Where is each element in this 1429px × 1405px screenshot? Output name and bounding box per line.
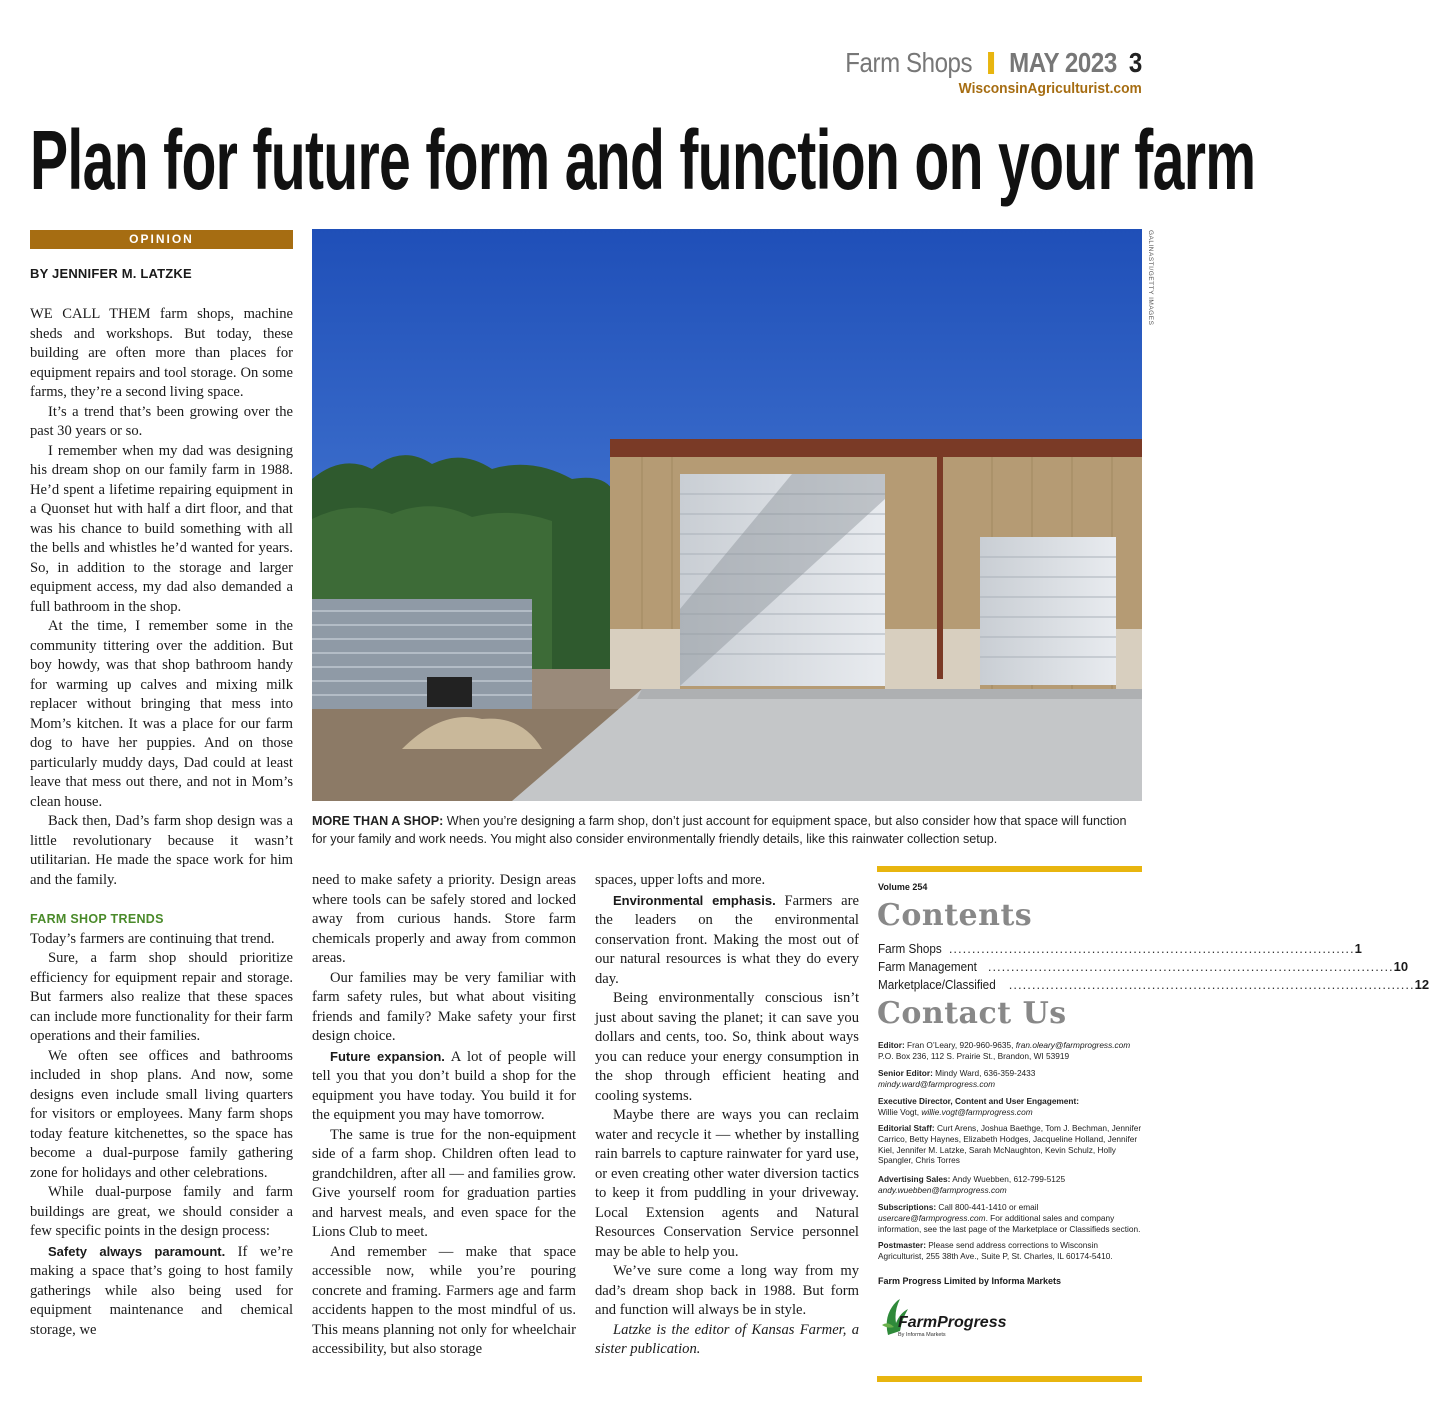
toc-item-farm-shops[interactable] <box>878 940 1362 958</box>
toc-leader: ........................................................................................ <box>987 959 1394 974</box>
article-column-1 <box>30 305 293 1340</box>
paragraph: Back then, Dad’s farm shop design was a little revolutionary because it wasn’t utilitarian. He made the space work for him and the family. <box>30 813 293 888</box>
paragraph <box>30 1242 293 1341</box>
paragraph: We often see offices and bathrooms included in shop plans. And now, some designs even include small living quarters for visitors or employees. Many farm shops today feature kitchenettes, so the space has become a dual-purpose family gathering zone for holidays and other celebrations. <box>30 1047 293 1181</box>
paragraph: The same is true for the non-equipment side of a farm shop. Children often lead to grandchildren, after all — and families grow. Give yourself room for graduation parties and harvest meals, and even space for the Lions Club to meet. <box>312 1126 576 1240</box>
paragraph: Sure, a farm shop should prioritize efficiency for equipment repair and storage. But farmers also realize that these spaces can include more functionality for their farm operations and their families. <box>30 950 293 1044</box>
toc-leader: ........................................................................................ <box>1008 977 1415 992</box>
paragraph: It’s a trend that’s been growing over the past 30 years or so. <box>30 403 293 439</box>
farm-progress-logo <box>878 1297 1008 1343</box>
paragraph: Today’s farmers are continuing that trend. <box>30 930 275 947</box>
paragraph: Being environmentally conscious isn’t just about saving the planet; it can save you dollars and cents, too. So, think about ways you can reduce your energy consumption in the shop through efficient heating and cooling systems. <box>595 990 859 1104</box>
advertising-email[interactable]: andy.wuebben@farmprogress.com <box>878 1184 1007 1195</box>
article-column-3 <box>595 871 859 1360</box>
executive-email[interactable]: willie.vogt@farmprogress.com <box>921 1106 1033 1117</box>
paragraph <box>312 1047 576 1126</box>
paragraph <box>595 891 859 990</box>
toc-leader: ........................................................................................ <box>948 941 1355 956</box>
editor-email[interactable]: fran.oleary@farmprogress.com <box>1015 1040 1131 1050</box>
caption-text: When you’re designing a farm shop, don’t just account for equipment space, but also consider how that space will function for your family and work needs. You might also consider environmentally friendly details, like this rainwater collection setup. <box>312 814 1127 846</box>
paragraph: We’ve sure come a long way from my dad’s dream shop back in 1988. But form and function will always be in style. <box>595 1263 859 1318</box>
paragraph: spaces, upper lofts and more. <box>595 872 766 888</box>
toc-item-farm-management[interactable] <box>878 958 1409 976</box>
issue-date: MAY 2023 <box>1009 47 1117 78</box>
lead-in: Safety always paramount. <box>48 1243 226 1259</box>
toc-label: Farm Shops <box>878 941 942 956</box>
paragraph: need to make safety a priority. Design areas where tools can be safely stored and locked away from curious hands. Store farm chemicals properly and away from common areas. <box>312 872 576 966</box>
advertising-info: Advertising Sales: Andy Wuebben, 612-799-5125 andy.wuebben@farmprogress.com <box>878 1174 1066 1195</box>
postmaster-info: Postmaster: Please send address corrections to Wisconsin Agriculturist, 255 38th Ave., Suite P, St. Charles, IL 60174-5410. <box>878 1240 1113 1261</box>
executive-director-info: Executive Director, Content and User Engagement: Willie Vogt, willie.vogt@farmprogress.com <box>878 1096 1080 1117</box>
shop-photo <box>312 229 1142 801</box>
page-header <box>797 46 1142 97</box>
paragraph: WE CALL THEM farm shops, machine sheds and workshops. But today, these building are often more than places for equipment repairs and tool storage. On some farms, they’re a second living space. <box>30 306 293 400</box>
website-link[interactable]: WisconsinAgriculturist.com <box>958 80 1142 97</box>
page-number: 3 <box>1129 47 1142 78</box>
toc-label: Marketplace/Classified <box>878 977 996 992</box>
paragraph: I remember when my dad was designing his dream shop on our family farm in 1988. He’d spent a lifetime repairing equipment in a Quonset hut with half a dirt floor, and that was his chance to build something with all the bells and whistles he’d wanted for years. So, in addition to the storage and larger equipment access, my dad also demanded a full bathroom in the shop. <box>30 442 293 615</box>
editorial-staff-info: Editorial Staff: Curt Arens, Joshua Baethge, Tom J. Bechman, Jennifer Carrico, Betty Haynes, Elizabeth Hodges, Jacqueline Holland, Jennifer Kiel, Jennifer M. Latzke, Sarah McNaughton, Kevin Schulz, Holly Spangler, Chris Torres <box>878 1123 1142 1166</box>
section-name: Farm Shops <box>845 47 973 78</box>
editor-info: Editor: Fran O’Leary, 920-960-9635, fran.oleary@farmprogress.com P.O. Box 236, 112 S. Prairie St., Brandon, WI 53919 <box>878 1040 1131 1061</box>
caption-lead: MORE THAN A SHOP: <box>312 814 444 828</box>
toc-page: 12 <box>1414 977 1429 992</box>
headline: Plan for future form and function on your farm <box>30 113 1256 207</box>
paragraph: Our families may be very familiar with farm safety rules, but what about visiting friends and family? Make safety your first design choice. <box>312 969 576 1044</box>
contents-title: Contents <box>877 898 1033 933</box>
paragraph: Maybe there are ways you can reclaim water and recycle it — whether by installing rain barrels to capture rainwater for yard use, or even creating other water diversion tactics to keep it from puddling in your driveway. Local Extension agents and Natural Resources Conservation Service personnel may be able to help you. <box>595 1107 859 1260</box>
paragraph: While dual-purpose family and farm buildings are great, we should consider a few specific points in the design process: <box>30 1184 293 1239</box>
paragraph: And remember — make that space accessible now, while you’re pouring concrete and framing. Farmers age and farm accidents happen to the most mindful of us. This means planning not only for wheelchair accessibility, but also storage <box>312 1243 576 1357</box>
article-column-2 <box>312 871 576 1360</box>
logo-wordmark: FarmProgress <box>898 1314 1007 1331</box>
byline: BY JENNIFER M. LATZKE <box>30 266 192 281</box>
paragraph-text: A lot of people will tell you that you don’t build a shop for the equipment you have today. You build it for the equipment you may have tomorrow. <box>312 1048 576 1123</box>
paragraph: At the time, I remember some in the community tittering over the addition. But boy howdy, was that shop bathroom handy for warming up calves and mixing milk replacer without bringing that mess into Mom’s kitchen. It was a place for our farm dog to have her puppies. And on those particularly muddy days, Dad could at least leave that mess out there, and not in Mom’s clean house. <box>30 618 293 810</box>
lead-in: Environmental emphasis. <box>613 892 776 908</box>
photo-credit: GALINASTI/GETTY IMAGES <box>1147 230 1154 326</box>
senior-editor-info: Senior Editor: Mindy Ward, 636-359-2433 mindy.ward@farmprogress.com <box>878 1068 1036 1089</box>
subscriptions-info: Subscriptions: Call 800-441-1410 or email usercare@farmprogress.com. For additional sales and company information, see the last page of the Marketplace or Classifieds section. <box>878 1202 1141 1234</box>
author-note: Latzke is the editor of Kansas Farmer, a sister publication. <box>595 1321 859 1357</box>
opinion-label: OPINION <box>30 230 293 249</box>
toc-item-marketplace[interactable] <box>878 976 1429 994</box>
sidebar-bottom-rule <box>877 1376 1142 1382</box>
volume-label: Volume 254 <box>878 882 928 892</box>
photo-caption <box>312 812 1142 848</box>
paragraph-text: If we’re making a space that’s going to host family gatherings while also being used for equipment maintenance and chemical storage, we <box>30 1243 293 1338</box>
contact-title: Contact Us <box>877 996 1067 1031</box>
senior-editor-email[interactable]: mindy.ward@farmprogress.com <box>878 1078 996 1089</box>
publisher-line: Farm Progress Limited by Informa Markets <box>878 1276 1062 1286</box>
subhead: FARM SHOP TRENDS <box>30 912 164 926</box>
logo-subtext: By Informa Markets <box>898 1332 946 1338</box>
header-divider <box>988 52 994 74</box>
toc-label: Farm Management <box>878 959 977 974</box>
lead-in: Future expansion. <box>330 1048 445 1064</box>
toc-page: 10 <box>1393 959 1409 974</box>
toc-page: 1 <box>1354 941 1362 956</box>
sidebar-top-rule <box>877 866 1142 872</box>
paragraph-text: Farmers are the leaders on the environmental conservation front. Making the most out of our natural resources is what they do every day. <box>595 892 859 987</box>
subscriptions-email[interactable]: usercare@farmprogress.com <box>878 1212 986 1223</box>
